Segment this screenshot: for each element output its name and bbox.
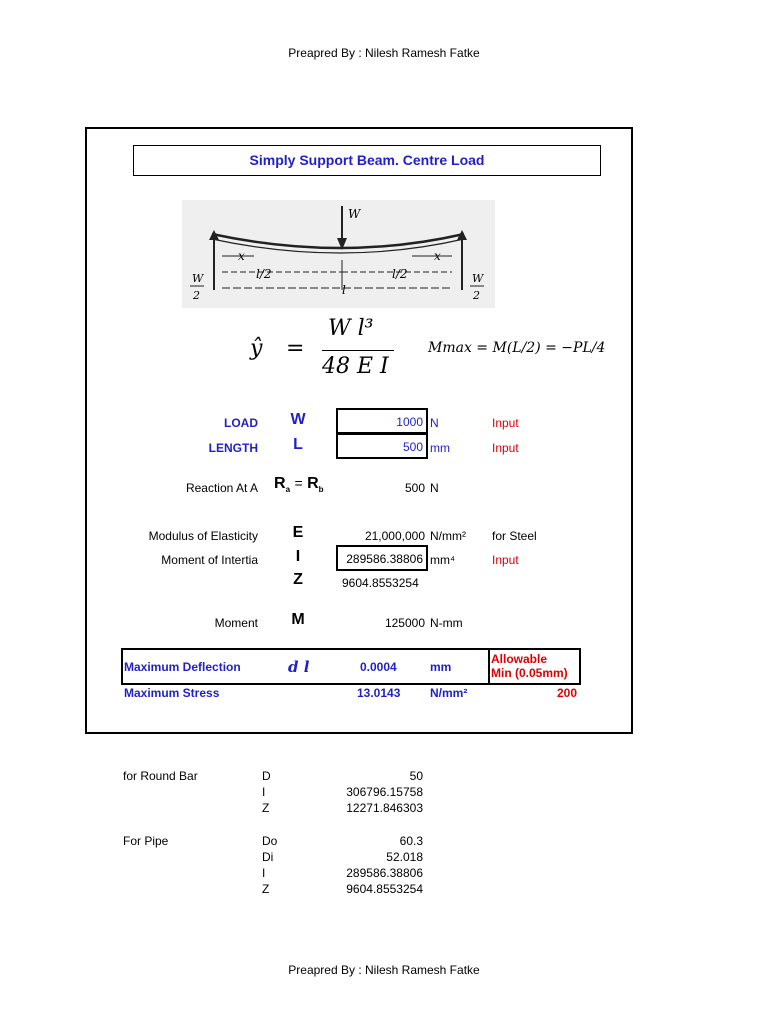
formula-equals: = — [286, 336, 305, 361]
x-label-right: x — [434, 249, 441, 263]
beam-diagram-svg — [182, 200, 495, 308]
modulus-symbol: E — [292, 524, 304, 541]
reaction-r-b: R — [307, 475, 319, 492]
reaction-label: Reaction At A — [185, 481, 258, 495]
length-unit: mm — [430, 441, 450, 455]
moment-label: Moment — [214, 616, 258, 630]
modulus-unit: N/mm² — [430, 529, 466, 543]
left-reaction-num: W — [192, 272, 204, 285]
half-span-left: l/2 — [256, 267, 272, 281]
length-label: LENGTH — [208, 441, 258, 455]
round-bar-row-name: Z — [262, 801, 270, 815]
x-label-left: x — [238, 249, 245, 263]
round-bar-row-name: I — [262, 785, 266, 799]
max-stress-label: Maximum Stress — [124, 686, 220, 700]
max-deflection-unit: mm — [430, 660, 452, 674]
reaction-unit: N — [430, 481, 439, 495]
max-deflection-value: 0.0004 — [360, 660, 397, 674]
formula-lhs: ŷ — [250, 336, 263, 361]
length-symbol: L — [293, 436, 303, 453]
load-label: LOAD — [224, 416, 258, 430]
load-unit: N — [430, 416, 439, 430]
reaction-equals: = — [294, 475, 303, 491]
max-stress-unit: N/mm² — [430, 686, 468, 700]
moment-symbol: M — [291, 611, 305, 628]
inertia-value: 289586.38806 — [346, 552, 423, 566]
round-bar-label: for Round Bar — [123, 769, 198, 783]
load-note: Input — [492, 416, 519, 430]
max-deflection-label: Maximum Deflection — [124, 660, 241, 674]
pipe-row-value: 60.3 — [399, 834, 423, 848]
pipe-row — [262, 834, 423, 848]
moment-value: 125000 — [384, 616, 425, 630]
pipe-row-value: 9604.8553254 — [346, 882, 423, 896]
pipe-row — [262, 882, 423, 896]
allowable-line2: Min (0.05mm) — [491, 666, 568, 680]
max-deflection-symbol: d l — [288, 658, 310, 676]
inertia-note: Input — [492, 553, 519, 567]
length-value: 500 — [402, 440, 423, 454]
modulus-note: for Steel — [492, 529, 537, 543]
reaction-r-a: R — [274, 475, 286, 492]
length-input[interactable] — [336, 433, 428, 459]
half-span-right: l/2 — [392, 267, 408, 281]
right-reaction-num: W — [472, 272, 484, 285]
max-stress-allowable: 200 — [556, 686, 577, 700]
pipe-row — [262, 866, 423, 880]
load-label: W — [348, 207, 361, 221]
round-bar-row-name: D — [262, 769, 271, 783]
inertia-input[interactable] — [336, 545, 428, 571]
load-value: 1000 — [396, 415, 423, 429]
reaction-symbol — [274, 475, 324, 494]
moment-formula: Mmax = M(L/2) = −PL/4 — [428, 340, 606, 356]
pipe-row-value: 52.018 — [386, 850, 423, 864]
formula-numerator: W l³ — [328, 316, 374, 341]
moment-unit: N-mm — [430, 616, 463, 630]
round-bar-row-value: 50 — [409, 769, 423, 783]
reaction-sub-b: b — [318, 485, 324, 495]
pipe-row — [262, 850, 423, 864]
pipe-row-name: Do — [262, 834, 278, 848]
section-modulus-value: 9604.8553254 — [342, 576, 419, 590]
page-footer: Preapred By : Nilesh Ramesh Fatke — [288, 963, 480, 977]
sheet-title: Simply Support Beam. Centre Load — [133, 145, 601, 176]
round-bar-row — [262, 769, 423, 783]
round-bar-row-value: 306796.15758 — [346, 785, 423, 799]
modulus-label: Modulus of Elasticity — [148, 529, 258, 543]
load-symbol: W — [290, 411, 306, 428]
round-bar-row — [262, 785, 423, 799]
pipe-row-name: I — [262, 866, 266, 880]
formula-fraction-bar — [322, 350, 394, 351]
inertia-label: Moment of Intertia — [161, 553, 258, 567]
reaction-value: 500 — [404, 481, 425, 495]
allowable-divider — [488, 648, 490, 685]
right-reaction-den: 2 — [473, 289, 480, 302]
page-header: Preapred By : Nilesh Ramesh Fatke — [288, 46, 480, 60]
beam-diagram — [182, 200, 495, 308]
round-bar-row-value: 12271.846303 — [346, 801, 423, 815]
modulus-value: 21,000,000 — [364, 529, 425, 543]
pipe-row-value: 289586.38806 — [346, 866, 423, 880]
deflection-formula — [250, 316, 410, 382]
inertia-unit: mm⁴ — [430, 553, 456, 567]
pipe-row-name: Z — [262, 882, 270, 896]
length-note: Input — [492, 441, 519, 455]
round-bar-row — [262, 801, 423, 815]
formula-denominator: 48 E I — [322, 354, 389, 379]
load-input[interactable] — [336, 408, 428, 434]
pipe-label: For Pipe — [123, 834, 169, 848]
max-stress-value: 13.0143 — [357, 686, 401, 700]
reaction-sub-a: a — [285, 485, 291, 495]
section-modulus-symbol: Z — [293, 571, 303, 588]
inertia-symbol: I — [295, 548, 301, 565]
span-label: l — [342, 283, 346, 297]
allowable-line1: Allowable — [491, 652, 548, 666]
pipe-row-name: Di — [262, 850, 274, 864]
left-reaction-den: 2 — [193, 289, 200, 302]
